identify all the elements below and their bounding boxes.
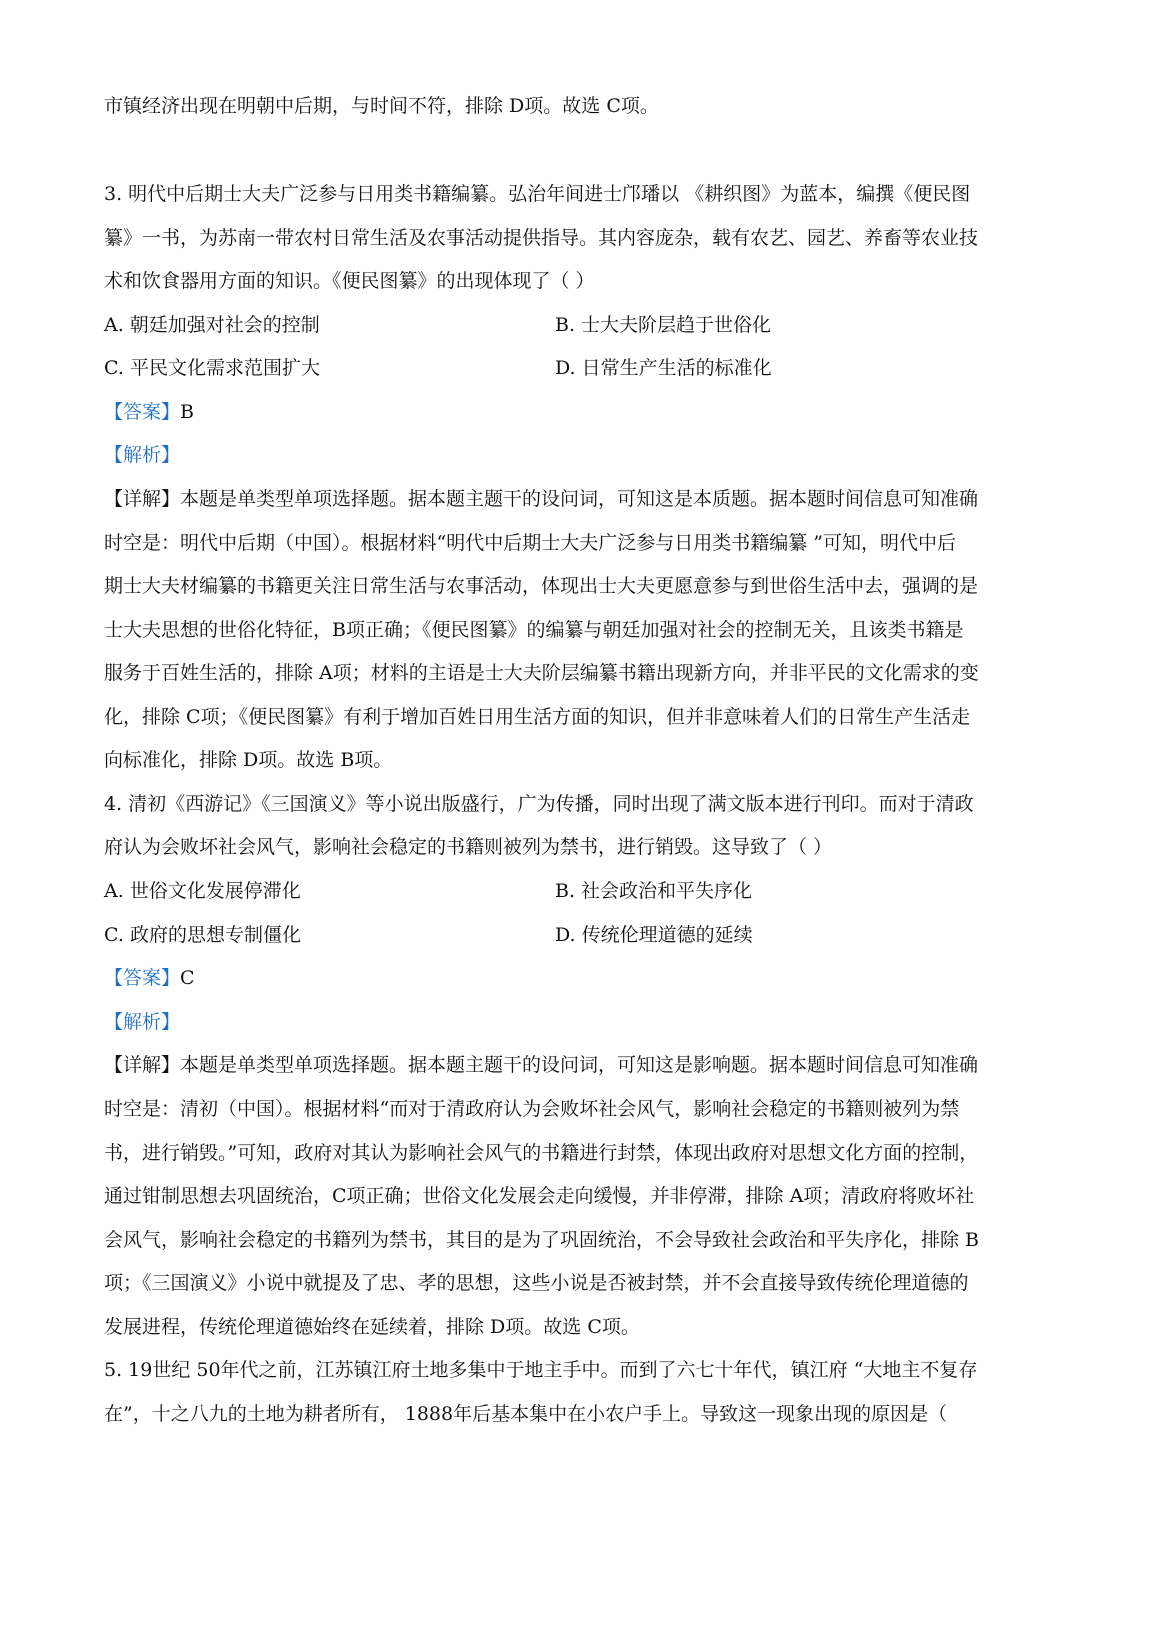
answer-value: C	[180, 967, 195, 989]
q5-stem-line-2: 在”，十之八九的土地为耕者所有， 1888年后基本集中在小农户手上。导致这一现象出现的原因是（	[104, 1403, 948, 1425]
q3-stem-line-2: 纂》一书，为苏南一带农村日常生活及农事活动提供指导。其内容庞杂，载有农艺、园艺、养畜等农业技	[104, 227, 979, 249]
q3-option-b: B. 士大夫阶层趋于世俗化	[555, 314, 772, 336]
detail-text: 本题是单类型单项选择题。据本题主题干的设问词，可知这是影响题。据本题时间信息可知准确	[180, 1054, 979, 1076]
q4-detail-line-4: 通过钳制思想去巩固统治，C项正确；世俗文化发展会走向缓慢，并非停滞，排除 A项；清政府将败坏社	[104, 1185, 975, 1207]
q4-answer	[104, 965, 195, 991]
q4-detail-line-1	[104, 1052, 978, 1078]
q4-option-b: B. 社会政治和平失序化	[555, 880, 753, 902]
answer-tag: 【答案】	[104, 401, 181, 423]
q5-stem-line-1: 5. 19世纪 50年代之前，江苏镇江府土地多集中于地主手中。而到了六七十年代，镇江府 “大地主不复存	[104, 1359, 978, 1381]
q3-detail-line-5: 服务于百姓生活的，排除 A项；材料的主语是士大夫阶层编纂书籍出现新方向，并非平民的文化需求的变	[104, 662, 979, 684]
q4-option-d: D. 传统伦理道德的延续	[555, 924, 753, 946]
prev-answer-tail: 市镇经济出现在明朝中后期，与时间不符，排除 D项。故选 C项。	[104, 95, 659, 117]
q4-option-c: C. 政府的思想专制僵化	[104, 924, 301, 946]
q4-stem-line-1: 4. 清初《西游记》《三国演义》等小说出版盛行，广为传播，同时出现了满文版本进行刊印。而对于清政	[104, 793, 974, 815]
answer-tag: 【答案】	[104, 967, 181, 989]
q4-detail-line-6: 项；《三国演义》小说中就提及了忠、孝的思想，这些小说是否被封禁，并不会直接导致传统伦理道德的	[104, 1272, 969, 1294]
q3-analysis-tag: 【解析】	[104, 444, 181, 466]
q4-option-a: A. 世俗文化发展停滞化	[104, 880, 301, 902]
q4-detail-line-2: 时空是：清初（中国）。根据材料“而对于清政府认为会败坏社会风气，影响社会稳定的书籍则被列为禁	[104, 1098, 960, 1120]
q3-option-c: C. 平民文化需求范围扩大	[104, 357, 320, 379]
q3-detail-line-1	[104, 486, 978, 512]
q3-stem-line-3: 术和饮食器用方面的知识。《便民图纂》的出现体现了（ ）	[104, 270, 595, 292]
detail-tag: 【详解】	[104, 488, 181, 510]
q3-detail-line-4: 士大夫思想的世俗化特征，B项正确；《便民图纂》的编纂与朝廷加强对社会的控制无关，且该类书籍是	[104, 619, 964, 641]
answer-value: B	[180, 401, 194, 423]
q4-detail-line-5: 会风气，影响社会稳定的书籍列为禁书，其目的是为了巩固统治，不会导致社会政治和平失序化，排除 B	[104, 1229, 980, 1251]
q3-detail-line-6: 化，排除 C项；《便民图纂》有利于增加百姓日用生活方面的知识，但并非意味着人们的日常生产生活走	[104, 706, 971, 728]
detail-text: 本题是单类型单项选择题。据本题主题干的设问词，可知这是本质题。据本题时间信息可知准确	[180, 488, 979, 510]
q3-answer	[104, 399, 194, 425]
q4-analysis-tag: 【解析】	[104, 1011, 181, 1033]
q4-detail-line-3: 书，进行销毁。”可知，政府对其认为影响社会风气的书籍进行封禁，体现出政府对思想文化方面的控制，	[104, 1142, 979, 1164]
q3-option-d: D. 日常生产生活的标准化	[555, 357, 772, 379]
q4-detail-line-7: 发展进程，传统伦理道德始终在延续着，排除 D项。故选 C项。	[104, 1316, 640, 1338]
q3-detail-line-3: 期士大夫材编纂的书籍更关注日常生活与农事活动，体现出士大夫更愿意参与到世俗生活中去，强调的是	[104, 575, 979, 597]
q3-detail-line-7: 向标准化，排除 D项。故选 B项。	[104, 749, 393, 771]
q4-stem-line-2: 府认为会败坏社会风气，影响社会稳定的书籍则被列为禁书，进行销毁。这导致了（ ）	[104, 836, 833, 858]
detail-tag: 【详解】	[104, 1054, 181, 1076]
q3-option-a: A. 朝廷加强对社会的控制	[104, 314, 320, 336]
q3-stem-line-1: 3. 明代中后期士大夫广泛参与日用类书籍编纂。弘治年间进士邝璠以 《耕织图》为蓝本，编撰《便民图	[104, 183, 971, 205]
q3-detail-line-2: 时空是：明代中后期（中国）。根据材料“明代中后期士大夫广泛参与日用类书籍编纂 ”可知，明代中后	[104, 532, 956, 554]
